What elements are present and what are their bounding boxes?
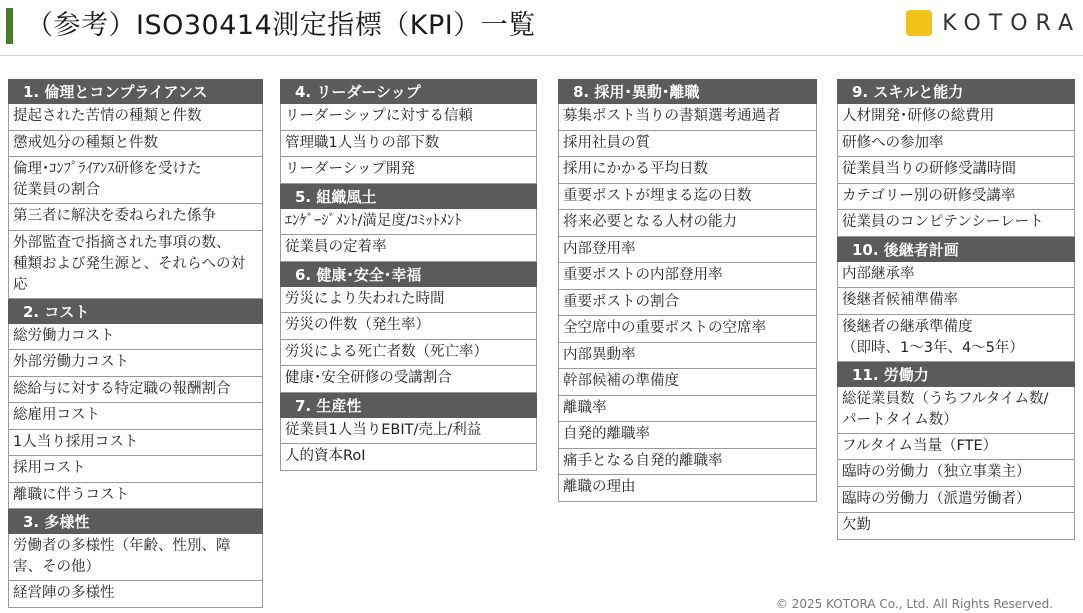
kpi-item: 従業員の定着率	[280, 235, 537, 262]
title-accent-bar	[6, 8, 13, 44]
kpi-item: 倫理･ｺﾝﾌﾟﾗｲｱﾝｽ研修を受けた 従業員の割合	[8, 157, 263, 204]
kpi-item: 後継者候補準備率	[837, 288, 1075, 315]
kpi-item: 離職の理由	[558, 475, 817, 502]
kpi-item: 人材開発･研修の総費用	[837, 104, 1075, 131]
section-heading: 6. 健康･安全･幸福	[280, 262, 537, 287]
logo-text: KOTORA	[942, 10, 1081, 36]
kpi-item: 労働者の多様性（年齢、性別、障 害、その他）	[8, 534, 263, 581]
kpi-item: 幹部候補の準備度	[558, 369, 817, 396]
section-heading: 3. 多様性	[8, 509, 263, 534]
kpi-item: 総従業員数（うちフルタイム数/ パートタイム数）	[837, 387, 1075, 434]
kpi-item: 研修への参加率	[837, 131, 1075, 158]
kpi-item: リーダーシップに対する信頼	[280, 104, 537, 131]
section-heading: 1. 倫理とコンプライアンス	[8, 79, 263, 104]
section-heading: 5. 組織風土	[280, 184, 537, 209]
kpi-item: 重要ポストが埋まる迄の日数	[558, 184, 817, 211]
section-heading: 4. リーダーシップ	[280, 79, 537, 104]
kpi-item: 提起された苦情の種類と件数	[8, 104, 263, 131]
kpi-item: 採用コスト	[8, 456, 263, 483]
kpi-item: 従業員当りの研修受講時間	[837, 157, 1075, 184]
kpi-item: 重要ポストの割合	[558, 290, 817, 317]
page-title: （参考）ISO30414測定指標（KPI）一覧	[26, 10, 536, 41]
kpi-column-1	[8, 79, 263, 608]
kpi-column-2	[280, 79, 537, 471]
kpi-item: 外部監査で指摘された事項の数、 種類および発生源と、それらへの対応	[8, 231, 263, 299]
kpi-item: リーダーシップ開発	[280, 157, 537, 184]
kpi-item: 第三者に解決を委ねられた係争	[8, 204, 263, 231]
kpi-item: 懲戒処分の種類と件数	[8, 131, 263, 158]
kpi-item: 人的資本RoI	[280, 444, 537, 471]
company-logo	[906, 10, 1081, 36]
kpi-item: 総給与に対する特定職の報酬割合	[8, 377, 263, 404]
kpi-item: 採用社員の質	[558, 131, 817, 158]
section-heading: 8. 採用･異動･離職	[558, 79, 817, 104]
kpi-item: 従業員のコンピテンシーレート	[837, 210, 1075, 237]
kpi-item: カテゴリー別の研修受講率	[837, 184, 1075, 211]
kpi-item: 臨時の労働力（独立事業主）	[837, 460, 1075, 487]
kpi-item: 内部異動率	[558, 343, 817, 370]
kpi-item: ｴﾝｹﾞｰｼﾞﾒﾝﾄ/満足度/ｺﾐｯﾄﾒﾝﾄ	[280, 209, 537, 236]
kpi-item: 採用にかかる平均日数	[558, 157, 817, 184]
kpi-item: 臨時の労働力（派遣労働者）	[837, 487, 1075, 514]
kpi-item: 内部登用率	[558, 237, 817, 264]
kpi-item: 健康･安全研修の受講割合	[280, 366, 537, 393]
kpi-item: 離職率	[558, 396, 817, 423]
kpi-item: 総雇用コスト	[8, 403, 263, 430]
kotora-emblem-icon	[906, 10, 932, 36]
section-heading: 11. 労働力	[837, 362, 1075, 387]
kpi-item: 自発的離職率	[558, 422, 817, 449]
kpi-item: 1人当り採用コスト	[8, 430, 263, 457]
kpi-column-4	[837, 79, 1075, 540]
kpi-item: 欠勤	[837, 513, 1075, 540]
kpi-item: 将来必要となる人材の能力	[558, 210, 817, 237]
kpi-item: 従業員1人当りEBIT/売上/利益	[280, 418, 537, 445]
kpi-item: 労災の件数（発生率）	[280, 313, 537, 340]
header-divider	[0, 55, 1083, 56]
copyright-notice: © 2025 KOTORA Co., Ltd. All Rights Reserved.	[775, 597, 1053, 611]
kpi-item: 募集ポスト当りの書類選考通過者	[558, 104, 817, 131]
kpi-item: 総労働力コスト	[8, 324, 263, 351]
kpi-item: 管理職1人当りの部下数	[280, 131, 537, 158]
kpi-item: 離職に伴うコスト	[8, 483, 263, 510]
kpi-item: 労災により失われた時間	[280, 287, 537, 314]
kpi-item: 労災による死亡者数（死亡率）	[280, 340, 537, 367]
kpi-item: 後継者の継承準備度 （即時、1～3年、4～5年）	[837, 315, 1075, 362]
section-heading: 2. コスト	[8, 299, 263, 324]
kpi-item: 外部労働力コスト	[8, 350, 263, 377]
kpi-item: 経営陣の多様性	[8, 581, 263, 608]
kpi-item: 痛手となる自発的離職率	[558, 449, 817, 476]
section-heading: 9. スキルと能力	[837, 79, 1075, 104]
kpi-column-3	[558, 79, 817, 502]
section-heading: 10. 後継者計画	[837, 237, 1075, 262]
kpi-item: フルタイム当量（FTE）	[837, 434, 1075, 461]
kpi-item: 重要ポストの内部登用率	[558, 263, 817, 290]
kpi-item: 内部継承率	[837, 262, 1075, 289]
kpi-item: 全空席中の重要ポストの空席率	[558, 316, 817, 343]
section-heading: 7. 生産性	[280, 393, 537, 418]
